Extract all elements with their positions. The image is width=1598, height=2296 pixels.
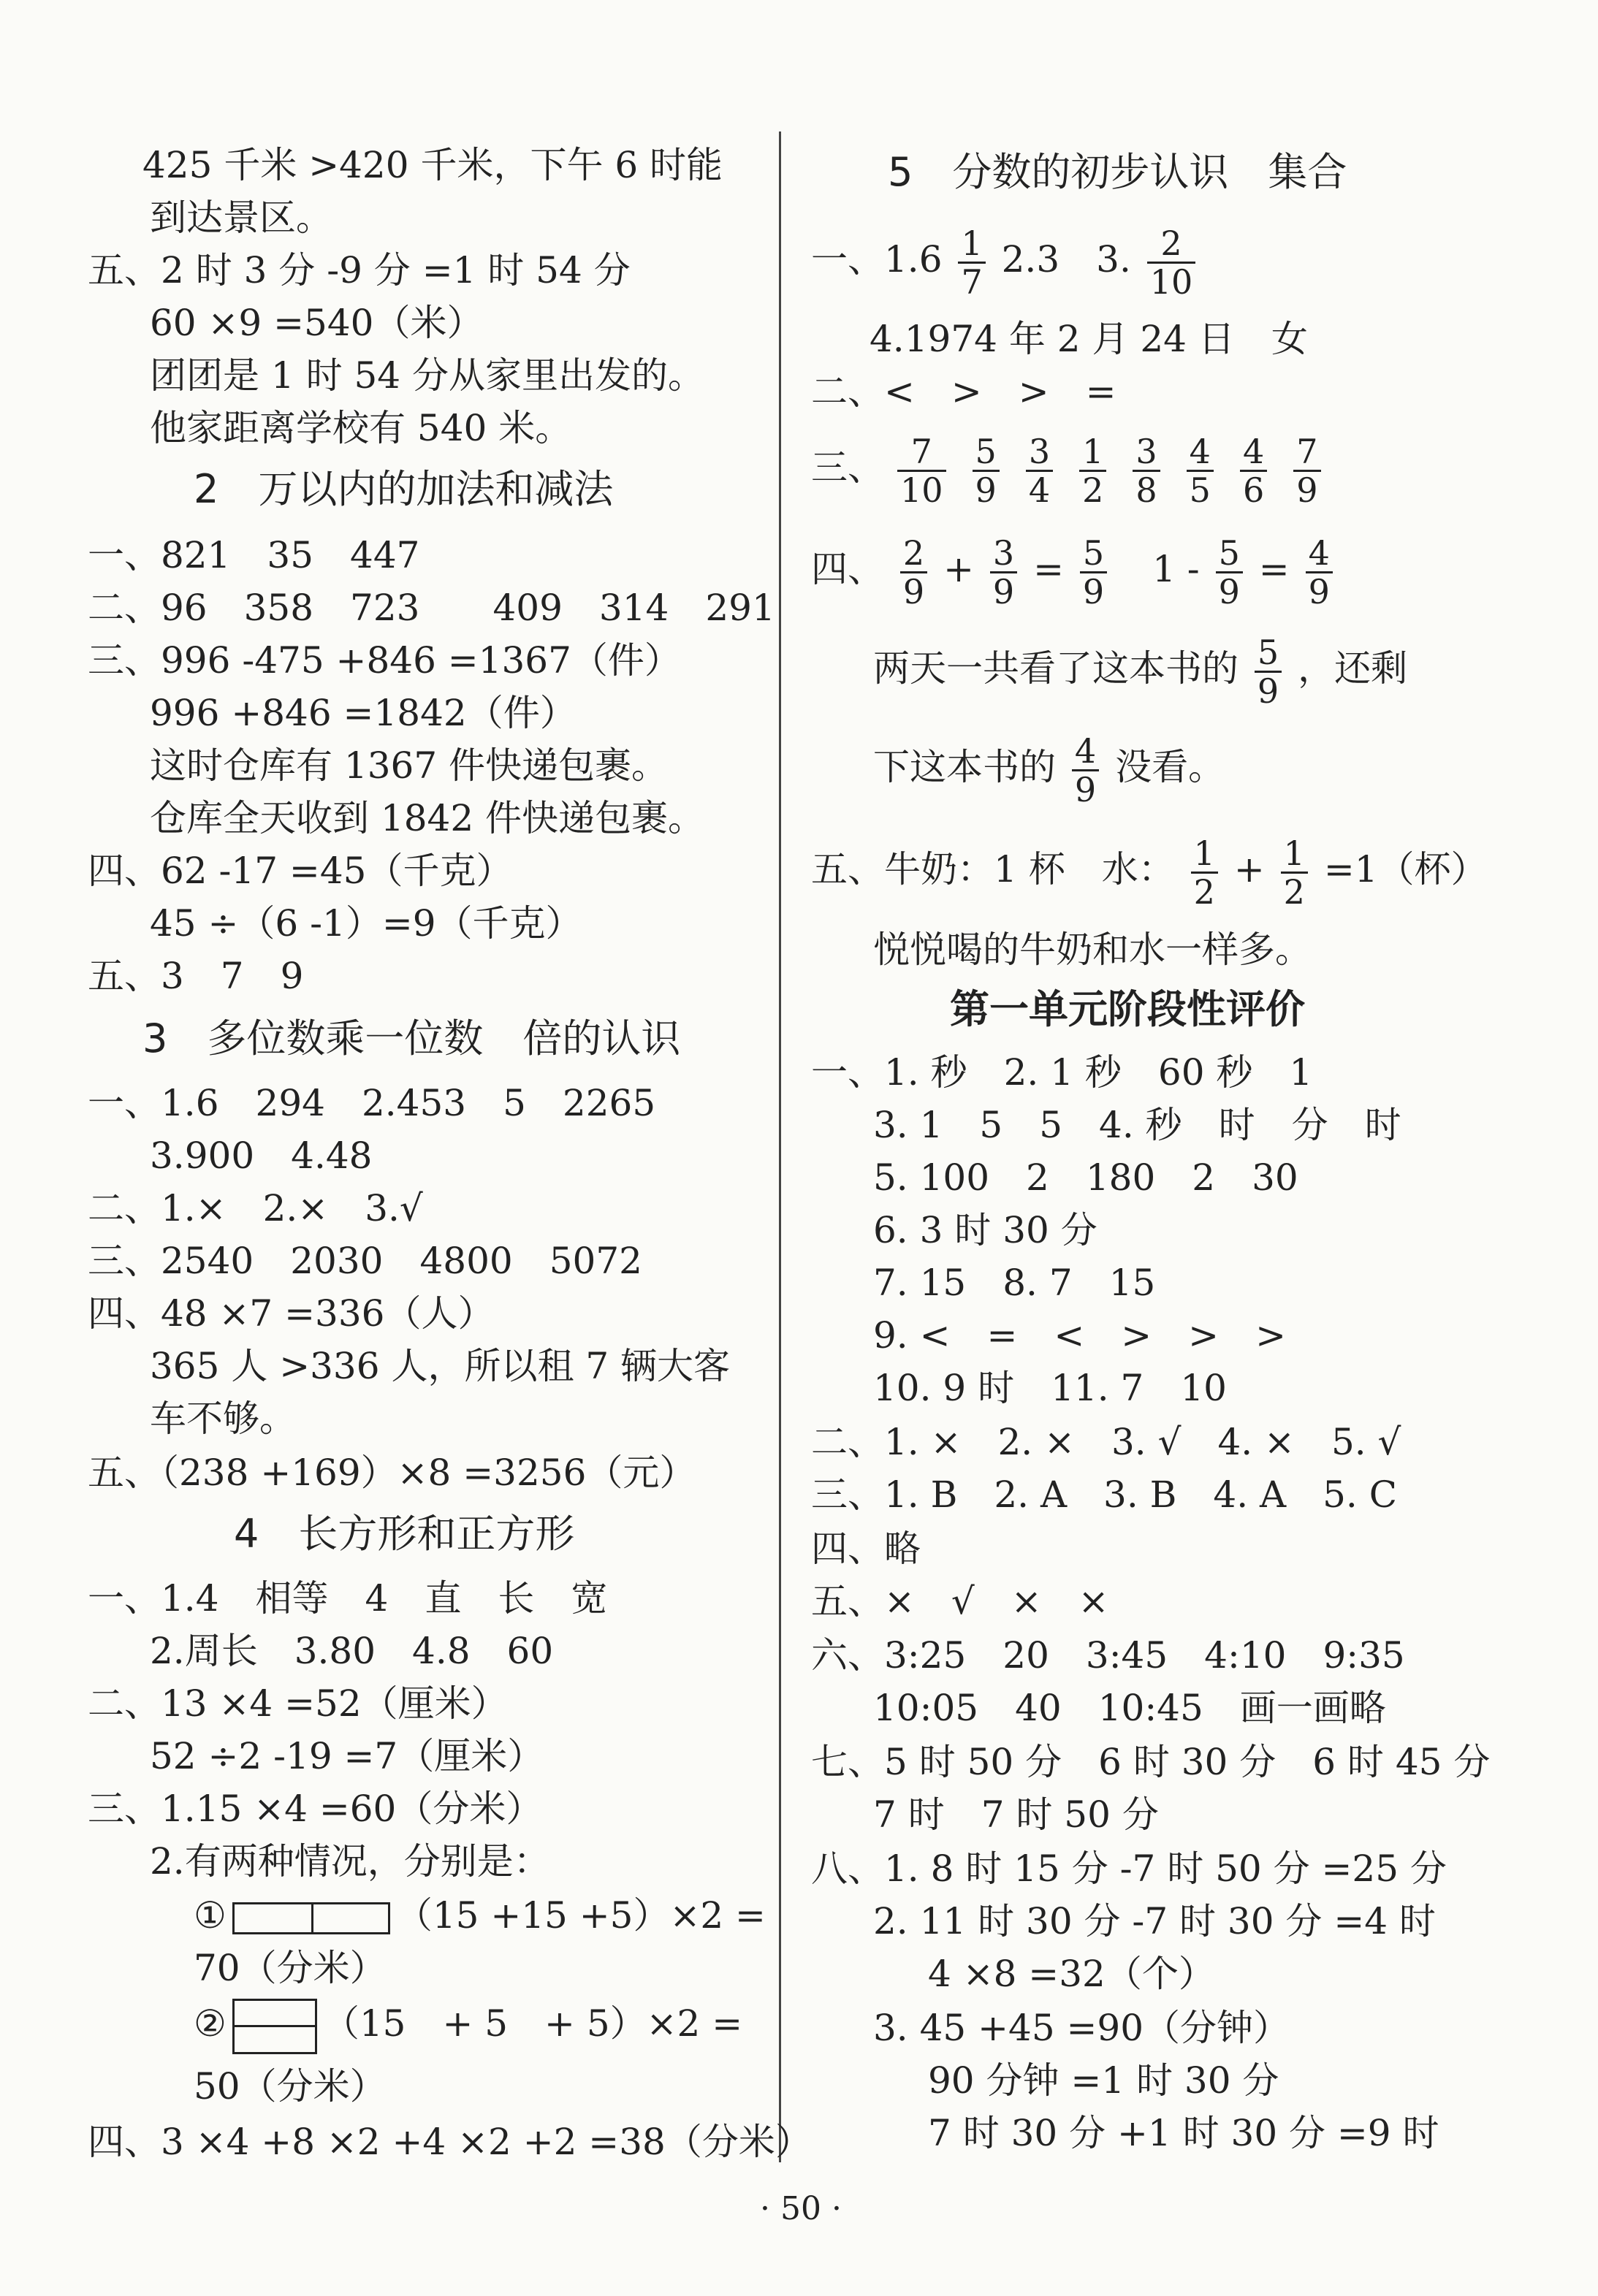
column-divider [779, 131, 781, 2162]
operator: = [1033, 548, 1064, 590]
answer-text: 四、 [811, 548, 884, 590]
text-line: 2.周长 3.80 4.8 60 [150, 1630, 554, 1672]
text-line: 10. 9 时 11. 7 10 [873, 1367, 1227, 1409]
text-line [873, 727, 1225, 807]
fraction-row [811, 427, 1334, 508]
section-title: 2 万以内的加法和减法 [194, 466, 614, 512]
fraction: $\frac{1}{2}$ [1281, 835, 1308, 910]
fraction: $\frac{1}{7}$ [958, 225, 985, 300]
text-line: 二、< > > = [811, 370, 1116, 413]
text-line: 四、62 -17 =45（千克） [88, 850, 513, 892]
text-line: 7 时 7 时 50 分 [873, 1793, 1159, 1836]
answer-text: ，还剩 [1298, 647, 1408, 690]
text-line: 70（分米） [194, 1947, 387, 1989]
text-line: 2.有两种情况，分别是： [150, 1840, 550, 1883]
text-line: 一、1. 秒 2. 1 秒 60 秒 1 [811, 1051, 1313, 1094]
text-line: 仓库全天收到 1842 件快递包裹。 [150, 797, 705, 839]
text-line: 6. 3 时 30 分 [873, 1209, 1097, 1251]
text-line: 六、3:25 20 3:45 4:10 9:35 [811, 1634, 1405, 1677]
fraction: $\frac{7}{10}$ [897, 433, 946, 508]
fraction: $\frac{4}{5}$ [1187, 433, 1214, 508]
text-line: 五、2 时 3 分 -9 分 =1 时 54 分 [88, 249, 631, 291]
text-line [811, 219, 1200, 300]
answer-text: =1（杯） [1323, 848, 1488, 890]
answer-text: 下这本书的 [873, 746, 1056, 788]
text-line: 4.1974 年 2 月 24 日 女 [870, 318, 1308, 360]
text-line: 三、2540 2030 4800 5072 [88, 1240, 642, 1282]
text-line: 五、3 7 9 [88, 955, 304, 997]
text-line: 七、5 时 50 分 6 时 30 分 6 时 45 分 [811, 1741, 1491, 1783]
fraction: $\frac{4}{6}$ [1240, 433, 1267, 508]
text-line [873, 628, 1407, 709]
text-line: 二、1. × 2. × 3. √ 4. × 5. √ [811, 1421, 1401, 1463]
text-line [811, 529, 1337, 609]
text-line: 三、1.15 ×4 =60（分米） [88, 1788, 543, 1830]
operator: = [1258, 548, 1290, 590]
text-line: 到达景区。 [150, 197, 332, 239]
text-line: 一、1.4 相等 4 直 长 宽 [88, 1577, 608, 1620]
text-line: 52 ÷2 -19 =7（厘米） [150, 1735, 544, 1777]
text-line: 一、821 35 447 [88, 534, 420, 576]
text-line: 团团是 1 时 54 分从家里出发的。 [150, 354, 705, 397]
text-line: 50（分米） [194, 2065, 387, 2108]
fraction: $\frac{7}{9}$ [1293, 433, 1320, 508]
text-line [811, 829, 1488, 912]
text-line: 五、（238 +169）×8 =3256（元） [88, 1452, 696, 1494]
formula: （15 + 5 + 5）×2 = [322, 2002, 743, 2045]
text-line: 90 分钟 =1 时 30 分 [928, 2059, 1279, 2102]
section-title: 3 多位数乘一位数 倍的认识 [142, 1015, 681, 1061]
text-line: 365 人 >336 人，所以租 7 辆大客 [150, 1345, 731, 1387]
text-line: 二、1.× 2.× 3.√ [88, 1187, 423, 1229]
answer-text: 没看。 [1115, 746, 1225, 788]
text-line: 7 时 30 分 +1 时 30 分 =9 时 [928, 2112, 1439, 2154]
answer-text: 1 - [1152, 548, 1200, 590]
text-line: 二、13 ×4 =52（厘米） [88, 1682, 508, 1725]
text-line: 二、96 358 723 409 314 291 [88, 587, 775, 629]
two-squares-diagram [232, 1902, 390, 1934]
text-line: 他家距离学校有 540 米。 [150, 407, 572, 449]
circled-number: ① [194, 1894, 227, 1937]
answer-text: 三、 [811, 446, 884, 489]
fraction: $\frac{3}{4}$ [1026, 433, 1053, 508]
section-title: 4 长方形和正方形 [234, 1511, 575, 1557]
formula: （15 +15 +5）×2 = [395, 1894, 766, 1937]
fraction: $\frac{2}{9}$ [900, 535, 927, 610]
text-line: 5. 100 2 180 2 30 [873, 1156, 1298, 1199]
text-line: 7. 15 8. 7 15 [873, 1262, 1156, 1304]
text-line [194, 1889, 766, 1942]
fraction: $\frac{1}{2}$ [1079, 433, 1106, 508]
text-line: 9. < = < > > > [873, 1314, 1286, 1357]
text-line: 3. 45 +45 =90（分钟） [873, 2007, 1290, 2049]
circled-number: ② [194, 2002, 227, 2045]
fraction: $\frac{5}{9}$ [1255, 634, 1282, 709]
text-line: 425 千米 >420 千米，下午 6 时能 [142, 144, 723, 186]
answer-text: 两天一共看了这本书的 [873, 647, 1239, 690]
text-line: 八、1. 8 时 15 分 -7 时 50 分 =25 分 [811, 1847, 1447, 1890]
page-number: · 50 · [760, 2190, 842, 2227]
answer-text: 一、1.6 [811, 238, 943, 281]
fraction: $\frac{5}{9}$ [1216, 535, 1243, 610]
operator: + [943, 548, 974, 590]
text-line: 这时仓库有 1367 件快递包裹。 [150, 744, 669, 787]
text-line: 一、1.6 294 2.453 5 2265 [88, 1082, 656, 1124]
fraction: $\frac{2}{10}$ [1147, 225, 1196, 300]
fraction: $\frac{5}{9}$ [1080, 535, 1107, 610]
text-line: 四、48 ×7 =336（人） [88, 1292, 495, 1335]
text-line: 60 ×9 =540（米） [150, 302, 484, 344]
answer-text: 五、牛奶：1 杯 水： [811, 848, 1175, 890]
fraction: $\frac{4}{9}$ [1306, 535, 1333, 610]
fraction: $\frac{3}{9}$ [990, 535, 1017, 610]
section-title: 第一单元阶段性评价 [950, 986, 1305, 1032]
text-line: 996 +846 =1842（件） [150, 692, 577, 734]
text-line: 车不够。 [150, 1397, 296, 1440]
stacked-squares-diagram [232, 1999, 317, 2054]
text-line: 3.900 4.48 [150, 1134, 373, 1177]
text-line: 三、1. B 2. A 3. B 4. A 5. C [811, 1473, 1397, 1516]
fraction: $\frac{1}{2}$ [1191, 835, 1218, 910]
text-line: 四、略 [811, 1528, 921, 1570]
text-line: 四、3 ×4 +8 ×2 +4 ×2 +2 =38（分米） [88, 2121, 812, 2163]
text-line: 45 ÷（6 -1）=9（千克） [150, 902, 582, 945]
text-line [194, 1997, 742, 2050]
text-line: 悦悦喝的牛奶和水一样多。 [873, 928, 1312, 971]
text-line: 4 ×8 =32（个） [928, 1953, 1215, 1995]
text-line: 3. 1 5 5 4. 秒 时 分 时 [873, 1104, 1401, 1146]
text-line: 三、996 -475 +846 =1367（件） [88, 639, 681, 682]
text-line: 五、× √ × × [811, 1580, 1109, 1622]
answer-text: 2.3 3. [1001, 238, 1131, 281]
operator: + [1233, 848, 1265, 890]
text-line: 10:05 40 10:45 画一画略 [873, 1687, 1386, 1729]
fraction: $\frac{3}{8}$ [1133, 433, 1160, 508]
fraction: $\frac{4}{9}$ [1072, 733, 1099, 808]
fraction: $\frac{5}{9}$ [973, 433, 1000, 508]
section-title: 5 分数的初步认识 集合 [888, 149, 1347, 195]
text-line: 2. 11 时 30 分 -7 时 30 分 =4 时 [873, 1900, 1436, 1942]
